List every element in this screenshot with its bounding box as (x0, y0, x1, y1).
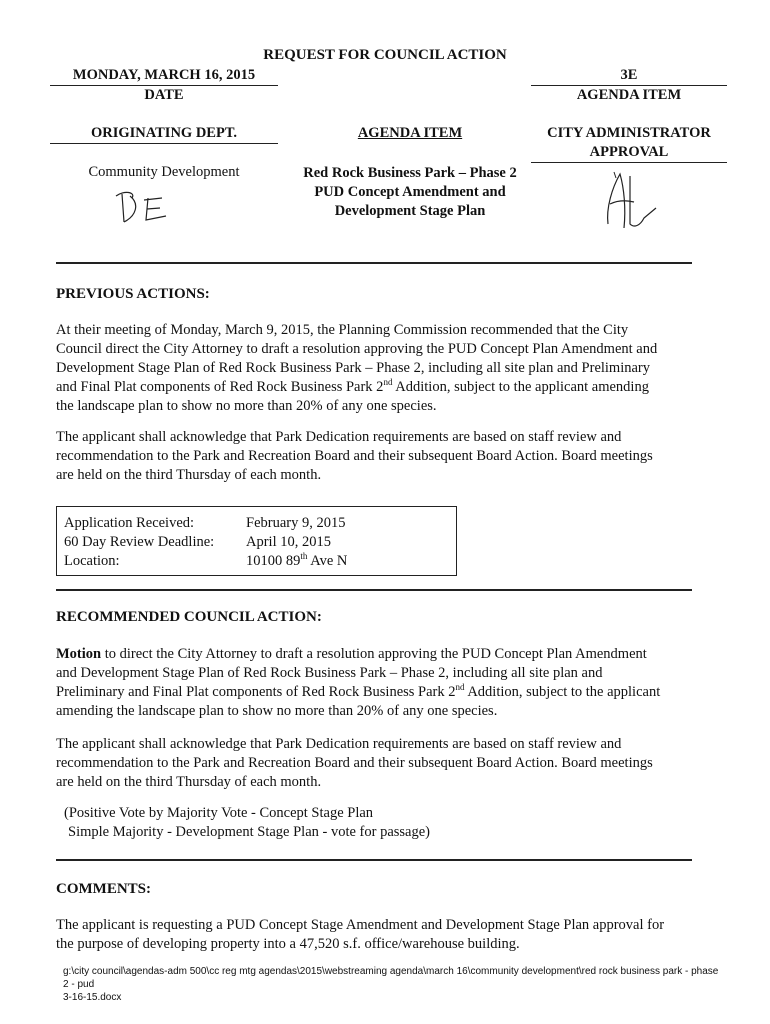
text-line: recommendation to the Park and Recreation Board and their subsequent Board Action. Board meetings (56, 448, 653, 464)
text-line: the purpose of developing property into a 47,520 s.f. office/warehouse building. (56, 936, 520, 952)
location-label: Location: (64, 553, 120, 569)
agenda-line-1: Red Rock Business Park – Phase 2 (303, 165, 517, 181)
section-divider (56, 262, 692, 264)
originating-dept-value: Community Development (88, 164, 240, 180)
text-line: Preliminary and Final Plat components of Red Rock Business Park 2nd Addition, subject to the applicant (56, 682, 661, 700)
text-line: The applicant shall acknowledge that Park Dedication requirements are based on staff review and (56, 429, 622, 445)
motion-paragraph (56, 645, 716, 721)
text-line: Development Stage Plan of Red Rock Business Park – Phase 2, including all site plan and Preliminary (56, 360, 651, 376)
text-line: are held on the third Thursday of each month. (56, 467, 322, 483)
document-title: REQUEST FOR COUNCIL ACTION (263, 47, 507, 63)
text-line: Council direct the City Attorney to draft a resolution approving the PUD Concept Plan Amendment and (56, 341, 658, 357)
deadline-label: 60 Day Review Deadline: (64, 534, 215, 550)
administrator-initials-signature (590, 168, 670, 238)
text-line: the landscape plan to show no more than 20% of any one species. (56, 398, 437, 414)
text-line: Simple Majority - Development Stage Plan - vote for passage) (68, 824, 431, 840)
previous-actions-paragraph-2 (56, 428, 716, 485)
agenda-line-2: PUD Concept Amendment and (314, 184, 506, 200)
text-line: recommendation to the Park and Recreation Board and their subsequent Board Action. Board meetings (56, 755, 653, 771)
meeting-date: MONDAY, MARCH 16, 2015 (72, 67, 256, 83)
received-value: February 9, 2015 (246, 515, 346, 531)
text-line: (Positive Vote by Majority Vote - Concept Stage Plan (64, 805, 374, 821)
originating-dept-label: ORIGINATING DEPT. (90, 125, 238, 141)
admin-underline (531, 162, 727, 163)
location-value: 10100 89th Ave N (246, 551, 348, 569)
date-underline (50, 85, 278, 86)
text-line: The applicant shall acknowledge that Park Dedication requirements are based on staff review and (56, 736, 622, 752)
admin-approval-label-1: CITY ADMINISTRATOR (547, 125, 711, 141)
file-path-line-1: g:\city council\agendas-adm 500\cc reg mtg agendas\2015\webstreaming agenda\march 16\community development\red rock business park - phase 2 - pud (63, 966, 719, 990)
admin-approval-label-2: APPROVAL (589, 144, 669, 160)
text-line: and Development Stage Plan of Red Rock Business Park – Phase 2, including all site plan and (56, 665, 603, 681)
section-divider (56, 859, 692, 861)
dept-underline (50, 143, 278, 144)
application-info-box (56, 506, 457, 576)
comments-paragraph (56, 916, 726, 954)
agenda-line-3: Development Stage Plan (334, 203, 486, 219)
date-label: DATE (144, 87, 184, 103)
agenda-item-number: 3E (620, 67, 638, 83)
section-divider (56, 589, 692, 591)
agenda-item-label: AGENDA ITEM (576, 87, 682, 103)
deadline-value: April 10, 2015 (246, 534, 331, 550)
text-line: The applicant is requesting a PUD Concept Stage Amendment and Development Stage Plan approval for (56, 917, 665, 933)
received-label: Application Received: (64, 515, 195, 531)
department-initials-signature (110, 186, 180, 226)
previous-actions-paragraph-1 (56, 321, 716, 416)
comments-heading: COMMENTS: (56, 881, 151, 897)
text-line: amending the landscape plan to show no more than 20% of any one species. (56, 703, 498, 719)
file-path-line-2: 3-16-15.docx (63, 992, 122, 1003)
previous-actions-heading: PREVIOUS ACTIONS: (56, 286, 210, 302)
vote-note (64, 804, 664, 842)
text-line: At their meeting of Monday, March 9, 2015, the Planning Commission recommended that the City (56, 322, 629, 338)
agenda-item-heading: AGENDA ITEM (357, 125, 463, 141)
file-path-footer (63, 965, 723, 1004)
recommended-action-heading: RECOMMENDED COUNCIL ACTION: (56, 609, 322, 625)
text-line: and Final Plat components of Red Rock Business Park 2nd Addition, subject to the applicant amending (56, 377, 649, 395)
recommended-paragraph-2 (56, 735, 716, 792)
agenda-item-description (270, 164, 550, 221)
agenda-item-underline (531, 85, 727, 86)
text-line: Motion to direct the City Attorney to draft a resolution approving the PUD Concept Plan Amendment (56, 646, 647, 662)
text-line: are held on the third Thursday of each month. (56, 774, 322, 790)
